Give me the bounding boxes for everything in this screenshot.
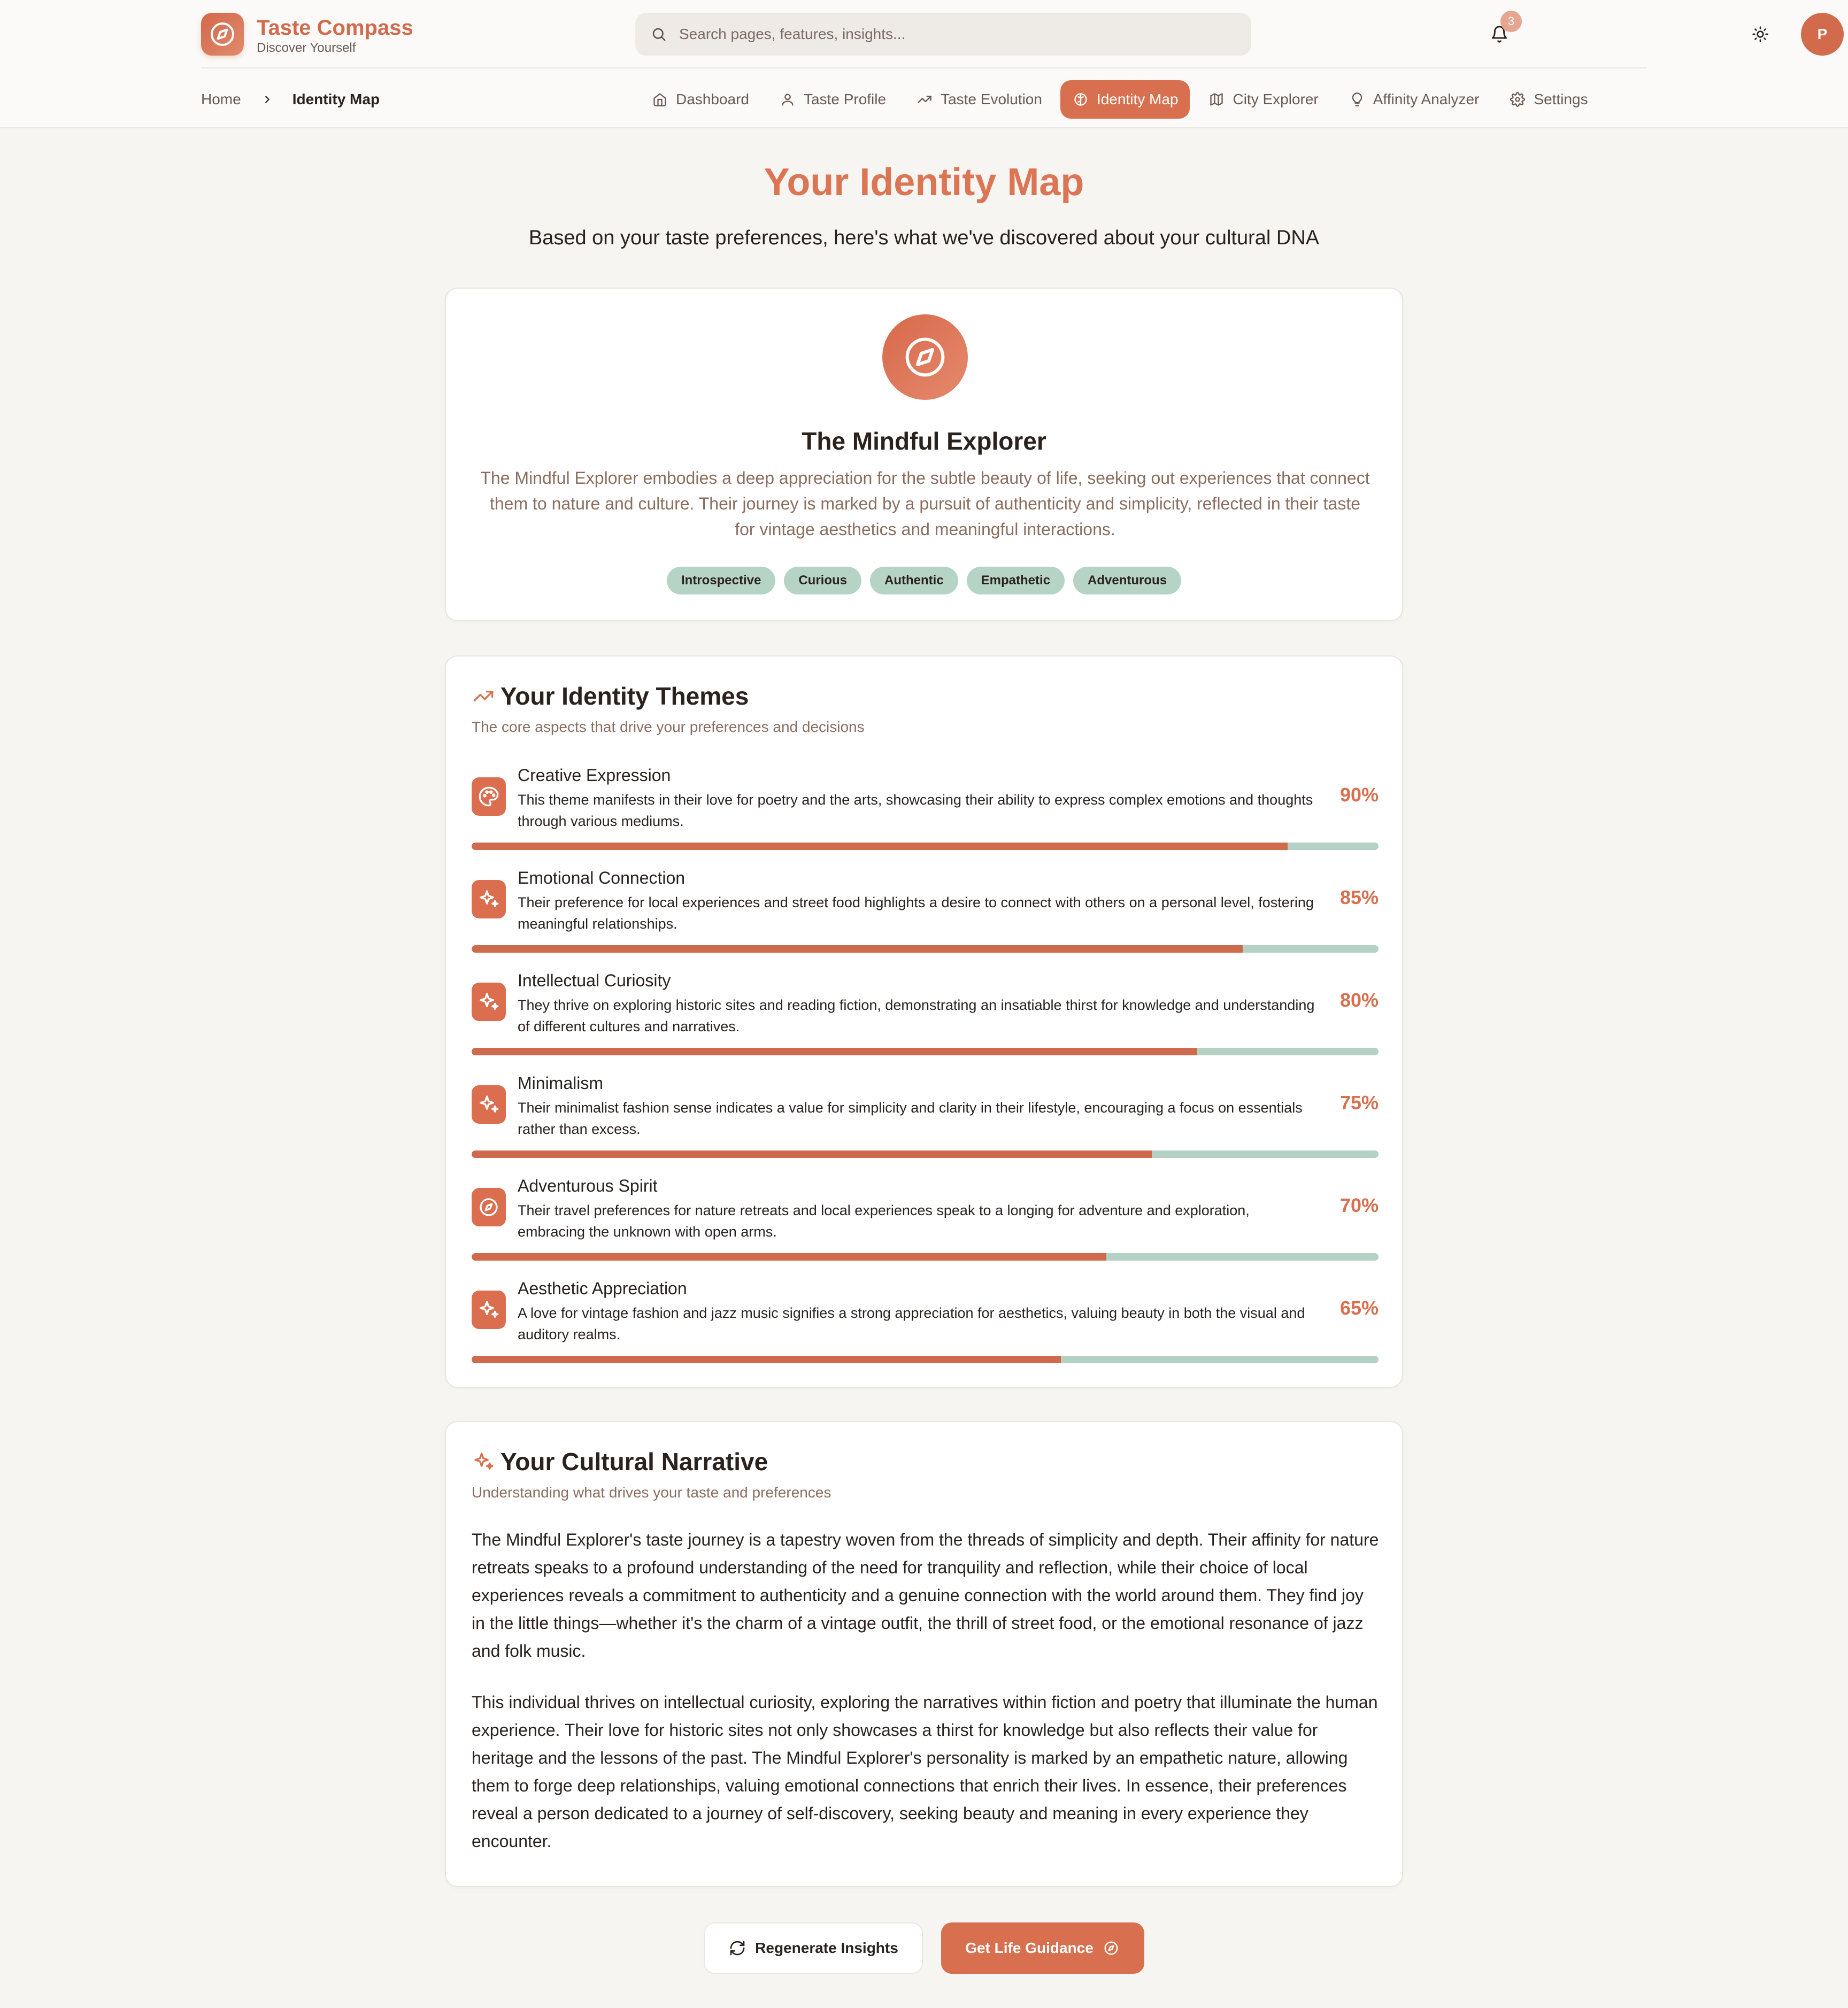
sparkles-icon bbox=[472, 1085, 506, 1124]
notification-badge: 3 bbox=[1500, 11, 1522, 32]
theme-title: Minimalism bbox=[518, 1073, 603, 1093]
gear-icon bbox=[1509, 91, 1526, 108]
nav-tab-label: Taste Evolution bbox=[941, 91, 1042, 107]
lightbulb-icon bbox=[1349, 91, 1366, 108]
search-icon bbox=[649, 25, 668, 44]
theme-percent: 65% bbox=[1339, 1297, 1379, 1319]
progress-fill bbox=[472, 1048, 1197, 1055]
themes-subtitle: The core aspects that drive your preferences and decisions bbox=[472, 719, 865, 735]
home-icon bbox=[651, 91, 668, 108]
narrative-header bbox=[472, 1446, 768, 1478]
narrative-subtitle: Understanding what drives your taste and preferences bbox=[472, 1484, 831, 1501]
progress-fill bbox=[472, 1253, 1106, 1261]
theme-description: Their travel preferences for nature retreats and local experiences speak to a longing for adventure and exploration, embracing the unknown with open arms. bbox=[518, 1202, 1250, 1240]
narrative-paragraph: This individual thrives on intellectual curiosity, exploring the narratives within fiction and poetry that illuminate the human experience. Their love for historic sites not only showcases a thirst for knowledge but also reflects their value for heritage and the lessons of the past. The Mindful Explorer's personality is marked by an empathetic nature, allowing them to forge deep relationships, valuing emotional connections that enrich their lives. In essence, their preferences reveal a person dedicated to a journey of self-discovery, seeking beauty and meaning in every experience they encounter. bbox=[472, 1693, 1378, 1851]
regenerate-label: Regenerate Insights bbox=[755, 1940, 898, 1956]
nav-tab-label: Settings bbox=[1534, 91, 1588, 107]
nav-tab-label: Affinity Analyzer bbox=[1373, 91, 1480, 107]
trait-badge: Introspective bbox=[667, 567, 775, 594]
progress-fill bbox=[472, 945, 1243, 953]
theme-description: A love for vintage fashion and jazz music signifies a strong appreciation for aesthetics, valuing beauty in both the visual and auditory realms. bbox=[518, 1305, 1305, 1342]
search-input[interactable] bbox=[679, 18, 1235, 50]
nav-tab-taste-profile[interactable] bbox=[767, 80, 898, 119]
palette-icon bbox=[472, 777, 506, 816]
trending-up-icon bbox=[472, 684, 495, 708]
regenerate-insights-button[interactable] bbox=[704, 1922, 923, 1974]
theme-description: They thrive on exploring historic sites and reading fiction, demonstrating an insatiable thirst for knowledge and understanding of different cultures and narratives. bbox=[518, 997, 1315, 1034]
themes-header bbox=[472, 680, 749, 712]
progress-track bbox=[472, 945, 1379, 953]
narrative-paragraph: The Mindful Explorer's taste journey is a tapestry woven from the threads of simplicity and depth. Their affinity for nature retreats speaks to a profound understanding of the need for tranquility and reflection, while their choice of local experiences reveals a commitment to authenticity and a genuine connection with the world around them. They find joy in the little things—whether it's the charm of a vintage outfit, the thrill of street food, or the emotional resonance of jazz and folk music. bbox=[472, 1530, 1379, 1661]
theme-row bbox=[472, 1176, 1379, 1267]
nav-tab-taste-evolution[interactable] bbox=[904, 80, 1054, 119]
compass-icon bbox=[882, 314, 968, 400]
theme-percent: 70% bbox=[1339, 1194, 1379, 1216]
theme-title: Intellectual Curiosity bbox=[518, 971, 671, 990]
nav-tab-dashboard[interactable] bbox=[640, 80, 761, 119]
main-nav bbox=[640, 80, 1606, 119]
search-bar[interactable] bbox=[635, 13, 1251, 56]
theme-title: Adventurous Spirit bbox=[518, 1176, 658, 1195]
user-icon bbox=[779, 91, 796, 108]
identity-themes-card bbox=[445, 655, 1403, 1388]
sparkles-icon bbox=[472, 1450, 495, 1473]
breadcrumb-current: Identity Map bbox=[292, 91, 380, 107]
chevron-right-icon bbox=[261, 94, 273, 105]
progress-track bbox=[472, 1253, 1379, 1261]
theme-title: Aesthetic Appreciation bbox=[518, 1279, 687, 1298]
progress-track bbox=[472, 843, 1379, 850]
narrative-title: Your Cultural Narrative bbox=[500, 1448, 768, 1476]
theme-percent: 90% bbox=[1339, 784, 1379, 806]
theme-description: Their minimalist fashion sense indicates a value for simplicity and clarity in their lifestyle, encouraging a focus on essentials rather than excess. bbox=[518, 1100, 1303, 1137]
progress-track bbox=[472, 1150, 1379, 1158]
page-title: Your Identity Map bbox=[764, 161, 1084, 204]
compass-icon bbox=[472, 1188, 506, 1226]
compass-icon bbox=[1102, 1939, 1120, 1957]
progress-fill bbox=[472, 843, 1288, 850]
trait-badge: Empathetic bbox=[967, 567, 1065, 594]
trait-list bbox=[446, 567, 1402, 594]
header bbox=[201, 0, 1828, 68]
logo-compass-icon[interactable] bbox=[201, 13, 244, 56]
theme-row bbox=[472, 1279, 1379, 1370]
sparkles-icon bbox=[472, 880, 506, 918]
persona-name: The Mindful Explorer bbox=[802, 427, 1046, 455]
theme-row bbox=[472, 766, 1379, 856]
nav-tab-label: Dashboard bbox=[676, 91, 749, 107]
get-life-guidance-button[interactable] bbox=[941, 1922, 1144, 1974]
sun-icon[interactable] bbox=[1747, 21, 1773, 47]
themes-title: Your Identity Themes bbox=[500, 682, 749, 710]
trait-badge: Curious bbox=[784, 567, 861, 594]
refresh-icon bbox=[728, 1939, 746, 1957]
top-bar bbox=[0, 0, 1848, 128]
brain-icon bbox=[1072, 91, 1089, 108]
trait-badge: Adventurous bbox=[1073, 567, 1181, 594]
progress-track bbox=[472, 1356, 1379, 1363]
persona-description: The Mindful Explorer embodies a deep appreciation for the subtle beauty of life, seeking out experiences that connect them to nature and culture. Their journey is marked by a pursuit of authenticity and simplicity, reflected in their taste for vintage aesthetics and meaningful interactions. bbox=[480, 468, 1370, 539]
nav-tab-label: Taste Profile bbox=[803, 91, 887, 107]
user-avatar[interactable]: P bbox=[1801, 13, 1844, 56]
theme-title: Creative Expression bbox=[518, 766, 671, 785]
progress-track bbox=[472, 1048, 1379, 1055]
nav-tab-settings[interactable] bbox=[1497, 80, 1599, 119]
theme-percent: 75% bbox=[1339, 1092, 1379, 1114]
breadcrumb-home[interactable]: Home bbox=[201, 91, 241, 107]
progress-fill bbox=[472, 1356, 1061, 1363]
theme-percent: 80% bbox=[1339, 989, 1379, 1011]
sparkles-icon bbox=[472, 983, 506, 1021]
persona-card bbox=[445, 288, 1403, 621]
brand-name[interactable]: Taste Compass bbox=[257, 16, 413, 40]
brand-tagline: Discover Yourself bbox=[257, 41, 356, 55]
page-subtitle: Based on your taste preferences, here's what we've discovered about your cultural DNA bbox=[528, 227, 1320, 249]
theme-description: This theme manifests in their love for poetry and the arts, showcasing their ability to express complex emotions and thoughts through various mediums. bbox=[518, 792, 1313, 829]
theme-row bbox=[472, 1073, 1379, 1164]
nav-tab-label: Identity Map bbox=[1096, 91, 1179, 107]
cultural-narrative-card bbox=[445, 1421, 1403, 1887]
theme-row bbox=[472, 868, 1379, 959]
nav-tab-affinity-analyzer[interactable] bbox=[1337, 80, 1491, 119]
theme-description: Their preference for local experiences and street food highlights a desire to connect with others on a personal level, fostering meaningful relationships. bbox=[518, 894, 1314, 932]
theme-percent: 85% bbox=[1339, 886, 1379, 908]
sparkles-icon bbox=[472, 1291, 506, 1329]
nav-tab-identity-map[interactable] bbox=[1060, 80, 1190, 119]
progress-fill bbox=[472, 1150, 1152, 1158]
map-icon bbox=[1208, 91, 1225, 108]
breadcrumb bbox=[201, 89, 380, 110]
guidance-label: Get Life Guidance bbox=[965, 1940, 1094, 1956]
nav-tab-label: City Explorer bbox=[1233, 91, 1319, 107]
theme-title: Emotional Connection bbox=[518, 868, 686, 887]
theme-row bbox=[472, 971, 1379, 1062]
nav-tab-city-explorer[interactable] bbox=[1196, 80, 1330, 119]
trending-up-icon bbox=[916, 91, 933, 108]
trait-badge: Authentic bbox=[870, 567, 958, 594]
